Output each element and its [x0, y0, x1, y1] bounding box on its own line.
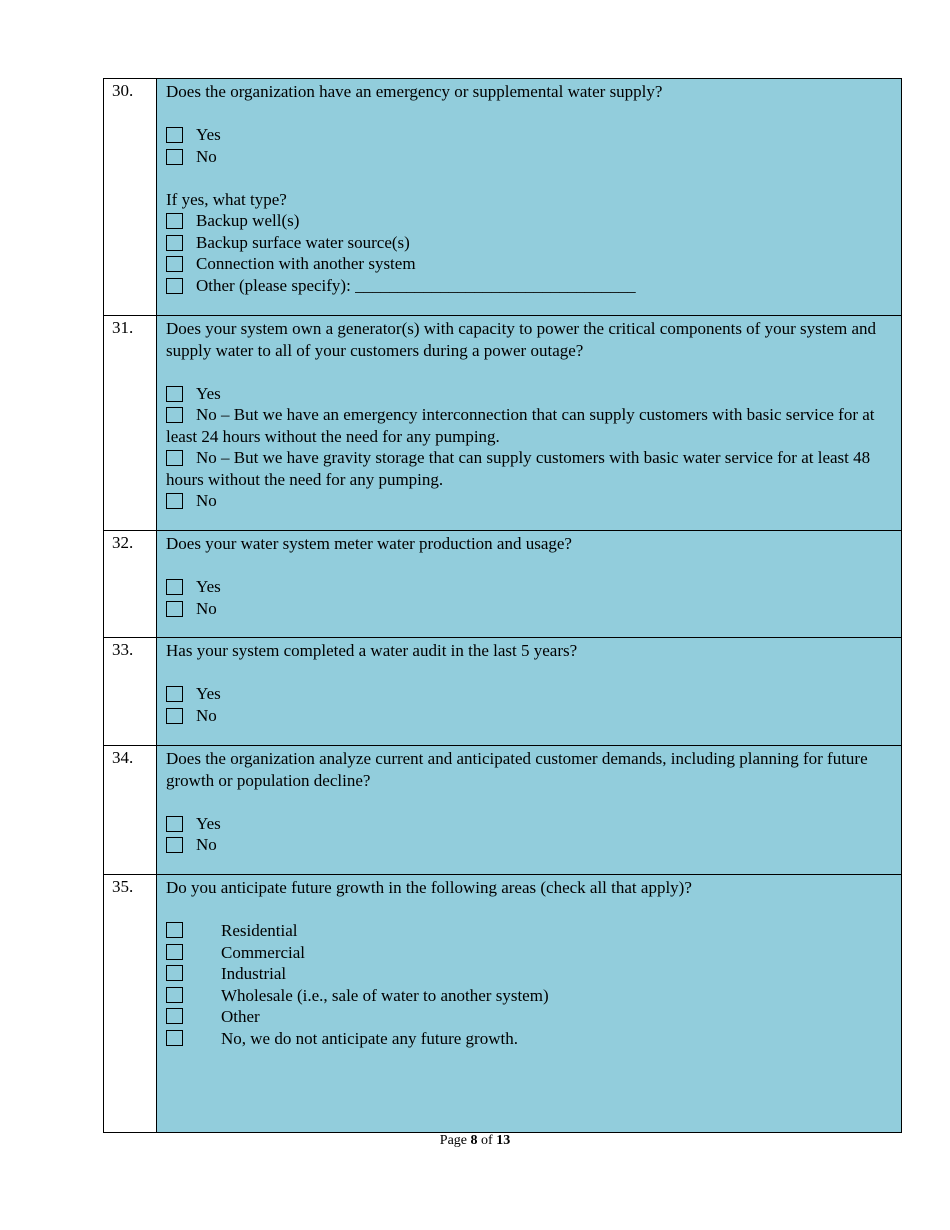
question-row-31 — [104, 316, 902, 531]
option-no-growth: No, we do not anticipate any future growth. — [166, 1028, 893, 1050]
question-row-30 — [104, 79, 902, 316]
current-page-number: 8 — [470, 1133, 478, 1148]
checkbox[interactable] — [166, 1030, 183, 1046]
checkbox[interactable] — [166, 579, 183, 595]
page-footer — [0, 1133, 950, 1149]
option-no-gravity-storage: No – But we have gravity storage that can supply customers with basic water service for at least 48 hours without the need for any pumping. — [166, 448, 871, 489]
checkbox[interactable] — [166, 987, 183, 1003]
checkbox[interactable] — [166, 965, 183, 981]
checkbox[interactable] — [166, 149, 183, 165]
checkbox[interactable] — [166, 837, 183, 853]
question-number: 33. — [104, 638, 157, 746]
question-text: Does the organization have an emergency or supplemental water supply? — [166, 82, 663, 101]
checkbox[interactable] — [166, 235, 183, 251]
option-no: No — [166, 834, 893, 856]
question-number: 32. — [104, 531, 157, 638]
question-row-33 — [104, 638, 902, 746]
option-yes: Yes — [166, 124, 893, 146]
option-yes: Yes — [166, 813, 893, 835]
question-cell — [157, 746, 902, 875]
followup-text: If yes, what type? — [166, 189, 287, 209]
checkbox[interactable] — [166, 922, 183, 938]
page-of-label: of — [481, 1133, 493, 1148]
checkbox[interactable] — [166, 386, 183, 402]
question-cell — [157, 531, 902, 638]
question-number: 30. — [104, 79, 157, 316]
checkbox[interactable] — [166, 493, 183, 509]
option-no-interconnection: No – But we have an emergency interconnection that can supply customers with basic service for at least 24 hours without the need for any pumping. — [166, 405, 875, 446]
question-text: Does your system own a generator(s) with capacity to power the critical components of your system and supply water to all of your customers during a power outage? — [166, 319, 877, 360]
option-yes: Yes — [166, 383, 893, 405]
checkbox[interactable] — [166, 256, 183, 272]
question-row-32 — [104, 531, 902, 638]
option-no: No — [166, 705, 893, 727]
option-no: No — [166, 490, 893, 512]
question-number: 31. — [104, 316, 157, 531]
option-yes: Yes — [166, 576, 893, 598]
option-wholesale: Wholesale (i.e., sale of water to another system) — [166, 985, 893, 1007]
option-other: Other (please specify): _________________________________ — [166, 275, 893, 297]
question-cell — [157, 875, 902, 1133]
option-connection: Connection with another system — [166, 253, 893, 275]
option-yes: Yes — [166, 683, 893, 705]
checkbox[interactable] — [166, 816, 183, 832]
checkbox[interactable] — [166, 1008, 183, 1024]
option-industrial: Industrial — [166, 963, 893, 985]
checkbox[interactable] — [166, 127, 183, 143]
option-commercial: Commercial — [166, 942, 893, 964]
checkbox[interactable] — [166, 686, 183, 702]
question-text: Does the organization analyze current and anticipated customer demands, including planning for future growth or population decline? — [166, 749, 868, 790]
question-row-35 — [104, 875, 902, 1133]
option-other: Other — [166, 1006, 893, 1028]
option-no: No — [166, 598, 893, 620]
question-text: Do you anticipate future growth in the following areas (check all that apply)? — [166, 878, 692, 897]
question-row-34 — [104, 746, 902, 875]
question-text: Has your system completed a water audit in the last 5 years? — [166, 641, 578, 660]
checkbox[interactable] — [166, 708, 183, 724]
questionnaire-table — [103, 78, 902, 1133]
question-number: 35. — [104, 875, 157, 1133]
checkbox[interactable] — [166, 450, 183, 466]
option-no: No — [166, 146, 893, 168]
question-cell — [157, 316, 902, 531]
checkbox[interactable] — [166, 944, 183, 960]
question-cell — [157, 638, 902, 746]
option-backup-surface: Backup surface water source(s) — [166, 232, 893, 254]
option-residential: Residential — [166, 920, 893, 942]
page-label: Page — [439, 1133, 468, 1148]
checkbox[interactable] — [166, 278, 183, 294]
checkbox[interactable] — [166, 213, 183, 229]
question-cell — [157, 79, 902, 316]
total-pages-number: 13 — [496, 1133, 511, 1148]
option-backup-well: Backup well(s) — [166, 210, 893, 232]
checkbox[interactable] — [166, 407, 183, 423]
checkbox[interactable] — [166, 601, 183, 617]
question-number: 34. — [104, 746, 157, 875]
question-text: Does your water system meter water production and usage? — [166, 534, 572, 553]
